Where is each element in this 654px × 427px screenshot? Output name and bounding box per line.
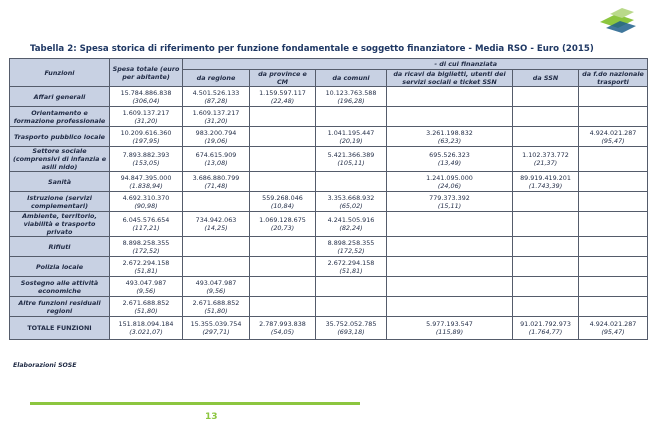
table-cell — [110, 107, 183, 127]
cell-per-capita: (51,80) — [204, 306, 228, 315]
row-label: Altre funzioni residuali regioni — [10, 297, 110, 317]
table-cell — [183, 147, 250, 172]
table-row — [10, 87, 648, 107]
table-row — [10, 277, 648, 297]
table-cell — [579, 147, 648, 172]
cell-value: 89.919.419.201 — [520, 173, 571, 182]
table-cell — [250, 172, 316, 192]
header-col-2: da comuni — [316, 70, 387, 87]
table-body — [10, 87, 648, 340]
table-cell — [579, 87, 648, 107]
cell-value: 1.609.137.217 — [122, 108, 170, 117]
cell-per-capita: (9,56) — [136, 286, 156, 295]
cell-per-capita: (117,21) — [132, 224, 160, 232]
row-label: TOTALE FUNZIONI — [10, 317, 110, 340]
page-number: 13 — [205, 412, 218, 422]
table-cell — [579, 277, 648, 297]
cell-per-capita: (10,84) — [270, 201, 295, 210]
cell-value: 4.924.021.287 — [589, 128, 637, 137]
cell-per-capita: (19,06) — [204, 136, 228, 145]
cell-per-capita: (197,95) — [132, 136, 160, 145]
table-cell — [183, 107, 250, 127]
cell-value: 6.045.576.654 — [122, 216, 170, 224]
cell-value: 779.373.392 — [429, 193, 470, 202]
table-cell — [387, 237, 513, 257]
cell-per-capita: (95,47) — [601, 328, 625, 336]
cell-value: 35.752.052.785 — [325, 320, 377, 328]
table-row — [10, 127, 648, 147]
cell-value: 2.671.688.852 — [192, 298, 240, 307]
cell-value: 559.268.046 — [262, 193, 303, 202]
cell-per-capita: (20,19) — [339, 136, 363, 145]
cell-value: 1.159.597.117 — [259, 88, 306, 97]
table-row — [10, 237, 648, 257]
table-cell — [387, 257, 513, 277]
header-di-cui-finanziata: - di cui finanziata — [183, 59, 648, 70]
cell-per-capita: (51,80) — [134, 306, 158, 315]
cell-value: 151.818.094.184 — [118, 320, 174, 328]
table-cell — [316, 212, 387, 237]
cell-per-capita: (9,56) — [206, 286, 226, 295]
cell-value: 2.672.294.158 — [122, 258, 170, 267]
cell-per-capita: (15,11) — [437, 201, 462, 210]
table-cell — [183, 297, 250, 317]
table-row — [10, 257, 648, 277]
cell-value: 695.526.323 — [429, 151, 470, 159]
row-label: Ambiente, territorio, viabilità e trasporto privato — [10, 212, 110, 237]
cell-per-capita: (1.764,77) — [528, 328, 563, 336]
cell-per-capita: (1.743,39) — [528, 181, 563, 190]
table-cell — [110, 212, 183, 237]
cell-per-capita: (172,52) — [337, 246, 365, 255]
table-cell — [110, 192, 183, 212]
cell-per-capita: (172,52) — [132, 246, 160, 255]
table-cell — [513, 317, 579, 340]
table-cell — [387, 107, 513, 127]
table-cell — [579, 257, 648, 277]
row-label: Rifiuti — [10, 237, 110, 257]
table-cell — [387, 127, 513, 147]
table-cell — [250, 237, 316, 257]
table-cell — [250, 212, 316, 237]
cell-value: 493.047.987 — [195, 278, 237, 287]
cell-value: 7.893.882.393 — [122, 151, 170, 159]
cell-value: 2.787.993.838 — [259, 320, 306, 328]
row-label: Sanità — [10, 172, 110, 192]
table-cell — [316, 107, 387, 127]
cell-value: 2.671.688.852 — [122, 298, 170, 307]
cell-value: 983.200.794 — [195, 128, 237, 137]
cell-per-capita: (54,05) — [270, 328, 295, 336]
cell-value: 91.021.792.973 — [520, 320, 571, 328]
cell-per-capita: (115,89) — [435, 328, 464, 336]
row-label: Orientamento e formazione professionale — [10, 107, 110, 127]
cell-per-capita: (297,71) — [202, 328, 230, 336]
table-cell — [250, 317, 316, 340]
table-cell — [513, 277, 579, 297]
table-cell — [110, 127, 183, 147]
header-col-5: da f.do nazionale trasporti — [579, 70, 648, 87]
cell-value: 10.123.763.588 — [325, 88, 377, 97]
cell-value: 1.102.373.772 — [522, 151, 569, 159]
table-cell — [183, 277, 250, 297]
cell-value: 2.672.294.158 — [327, 258, 375, 267]
table-cell — [513, 147, 579, 172]
table-cell — [110, 237, 183, 257]
table-cell — [316, 172, 387, 192]
cell-value: 4.501.526.133 — [192, 88, 240, 97]
table-cell — [250, 127, 316, 147]
table-cell — [316, 317, 387, 340]
cell-per-capita: (20,73) — [270, 224, 295, 232]
table-row — [10, 172, 648, 192]
table-cell — [513, 257, 579, 277]
table-cell — [387, 147, 513, 172]
cell-value: 3.353.668.932 — [327, 193, 375, 202]
table-cell — [316, 127, 387, 147]
cell-per-capita: (24,06) — [437, 181, 462, 190]
table-cell — [513, 172, 579, 192]
cell-per-capita: (306,04) — [132, 96, 160, 105]
table-cell — [250, 107, 316, 127]
table-cell — [183, 127, 250, 147]
cell-per-capita: (21,37) — [533, 159, 558, 167]
table-cell — [250, 192, 316, 212]
table-cell — [316, 257, 387, 277]
cell-value: 4.241.505.916 — [327, 216, 375, 224]
row-label: Trasporto pubblico locale — [10, 127, 110, 147]
cell-value: 3.686.880.799 — [192, 173, 240, 182]
table-cell — [513, 297, 579, 317]
header-col-1: da province e CM — [250, 70, 316, 87]
spesa-storica-table — [9, 58, 648, 340]
table-cell — [513, 192, 579, 212]
table-cell — [250, 257, 316, 277]
table-cell — [316, 237, 387, 257]
table-cell — [387, 317, 513, 340]
cell-per-capita: (3.021,07) — [129, 328, 163, 336]
table-cell — [316, 87, 387, 107]
row-label: Settore sociale (comprensivi di infanzia e asili nido) — [10, 147, 110, 172]
table-cell — [387, 172, 513, 192]
source-note: Elaborazioni SOSE — [13, 362, 77, 369]
table-cell — [110, 317, 183, 340]
table-row — [10, 147, 648, 172]
cell-per-capita: (31,20) — [204, 116, 228, 125]
table-cell — [513, 127, 579, 147]
table-cell — [579, 107, 648, 127]
row-label: Sostegno alle attività economiche — [10, 277, 110, 297]
cell-per-capita: (51,81) — [339, 266, 363, 275]
table-cell — [316, 277, 387, 297]
table-row — [10, 107, 648, 127]
table-cell — [183, 212, 250, 237]
cell-value: 493.047.987 — [125, 278, 167, 287]
cell-per-capita: (87,28) — [204, 96, 228, 105]
table-cell — [110, 257, 183, 277]
table-cell — [110, 297, 183, 317]
cell-value: 1.609.137.217 — [192, 108, 240, 117]
cell-per-capita: (22,48) — [270, 96, 295, 105]
cell-value: 4.692.310.370 — [122, 193, 170, 202]
table-row — [10, 317, 648, 340]
cell-value: 1.069.128.675 — [259, 216, 306, 224]
cell-value: 8.898.258.355 — [327, 238, 375, 247]
table-cell — [579, 212, 648, 237]
header-spesa-totale: Spesa totale (euro per abitante) — [110, 59, 183, 87]
table-cell — [316, 192, 387, 212]
cell-value: 15.784.886.838 — [120, 88, 172, 97]
table-cell — [579, 317, 648, 340]
cell-per-capita: (90,98) — [134, 201, 158, 210]
footer-divider — [30, 402, 360, 405]
table-cell — [316, 147, 387, 172]
row-label: Istruzione (servizi complementari) — [10, 192, 110, 212]
table-cell — [250, 297, 316, 317]
cell-per-capita: (14,25) — [204, 224, 228, 232]
table-cell — [513, 107, 579, 127]
cell-value: 4.924.021.287 — [589, 320, 637, 328]
table-cell — [183, 172, 250, 192]
cell-value: 94.847.395.000 — [120, 173, 172, 182]
table-cell — [387, 297, 513, 317]
table-cell — [579, 127, 648, 147]
table-cell — [579, 297, 648, 317]
sose-logo-icon — [594, 4, 640, 34]
table-cell — [183, 237, 250, 257]
table-cell — [183, 317, 250, 340]
table-cell — [110, 172, 183, 192]
cell-value: 5.977.193.547 — [426, 320, 473, 328]
table-cell — [183, 87, 250, 107]
cell-per-capita: (63,23) — [437, 136, 462, 145]
table-cell — [387, 192, 513, 212]
table-title: Tabella 2: Spesa storica di riferimento per funzione fondamentale e soggetto finanziatore - Media RSO - Euro (2015) — [30, 44, 594, 54]
table-cell — [513, 87, 579, 107]
table-cell — [387, 212, 513, 237]
cell-per-capita: (693,18) — [337, 328, 365, 336]
cell-per-capita: (95,47) — [601, 136, 625, 145]
table-cell — [316, 297, 387, 317]
cell-value: 1.041.195.447 — [327, 128, 375, 137]
table-cell — [110, 147, 183, 172]
cell-value: 5.421.366.389 — [327, 151, 375, 159]
header-col-0: da regione — [183, 70, 250, 87]
table-cell — [387, 87, 513, 107]
header-col-3: da ricavi da biglietti, utenti dei servizi sociali e ticket SSN — [387, 70, 513, 87]
row-label: Affari generali — [10, 87, 110, 107]
cell-value: 10.209.616.360 — [120, 128, 172, 137]
cell-per-capita: (105,11) — [337, 159, 365, 167]
cell-value: 3.261.198.832 — [426, 128, 473, 137]
cell-per-capita: (13,49) — [437, 159, 462, 167]
table-cell — [579, 237, 648, 257]
header-funzioni: Funzioni — [10, 59, 110, 87]
cell-per-capita: (65,02) — [339, 201, 363, 210]
table-cell — [110, 87, 183, 107]
cell-value: 674.615.909 — [195, 151, 237, 159]
cell-per-capita: (196,28) — [337, 96, 365, 105]
cell-value: 734.942.063 — [195, 216, 237, 224]
table-cell — [250, 87, 316, 107]
cell-value: 15.355.039.754 — [190, 320, 242, 328]
table-cell — [250, 277, 316, 297]
table-row — [10, 192, 648, 212]
table-cell — [110, 277, 183, 297]
cell-per-capita: (82,24) — [339, 224, 363, 232]
cell-per-capita: (153,05) — [132, 159, 160, 167]
cell-per-capita: (71,48) — [204, 181, 228, 190]
table-cell — [513, 212, 579, 237]
table-cell — [183, 192, 250, 212]
cell-per-capita: (13,08) — [204, 159, 228, 167]
table-cell — [183, 257, 250, 277]
table-row — [10, 297, 648, 317]
table-cell — [513, 237, 579, 257]
header-col-4: da SSN — [513, 70, 579, 87]
table-row — [10, 212, 648, 237]
table-cell — [387, 277, 513, 297]
row-label: Polizia locale — [10, 257, 110, 277]
cell-value: 8.898.258.355 — [122, 238, 170, 247]
cell-per-capita: (1.838,94) — [129, 181, 163, 190]
cell-per-capita: (51,81) — [134, 266, 158, 275]
cell-per-capita: (31,20) — [134, 116, 158, 125]
table-cell — [250, 147, 316, 172]
table-cell — [579, 192, 648, 212]
cell-value: 1.241.095.000 — [426, 173, 473, 182]
table-cell — [579, 172, 648, 192]
